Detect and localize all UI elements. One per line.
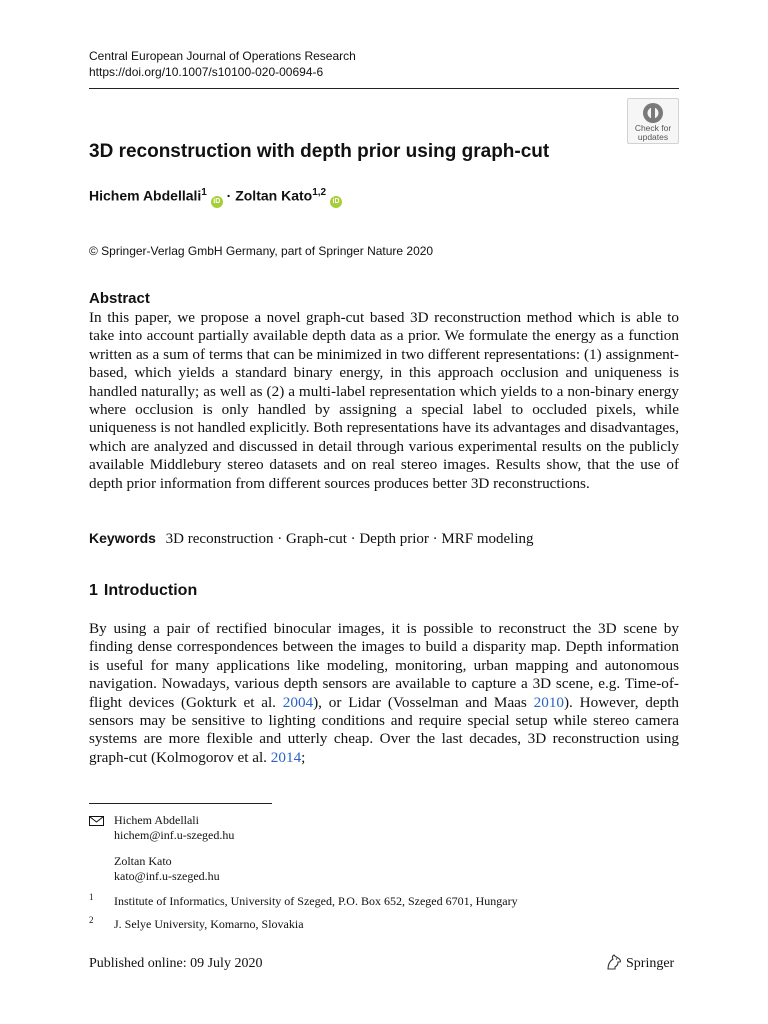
publisher-name: Springer — [626, 956, 675, 971]
section-heading-introduction — [89, 582, 197, 600]
author-list — [89, 187, 342, 208]
crossmark-icon — [641, 102, 665, 124]
author-name: Hichem Abdellali — [89, 187, 202, 204]
orcid-icon[interactable]: iD — [211, 196, 223, 208]
header-divider — [89, 88, 679, 89]
envelope-icon — [89, 816, 104, 826]
affiliation-text: J. Selye University, Komarno, Slovakia — [114, 917, 304, 931]
author-separator: · — [226, 187, 232, 204]
copyright-notice: © Springer-Verlag GmbH Germany, part of Springer Nature 2020 — [89, 244, 434, 258]
doi-link[interactable]: https://doi.org/10.1007/s10100-020-00694-6 — [89, 65, 324, 79]
citation-link[interactable]: 2010 — [533, 693, 564, 711]
text-run: ; — [301, 748, 306, 766]
author-affiliation-sup: 1,2 — [312, 187, 327, 198]
section-title: Introduction — [103, 582, 198, 599]
keywords-label: Keywords — [89, 530, 156, 546]
abstract-heading: Abstract — [89, 290, 150, 307]
crossmark-label: Check for updates — [634, 123, 672, 142]
contact-email[interactable]: kato@inf.u-szeged.hu — [114, 869, 220, 883]
crossmark-badge[interactable] — [627, 98, 679, 144]
affiliation-number: 2 — [89, 915, 94, 925]
springer-horse-icon — [605, 954, 623, 970]
citation-link[interactable]: 2014 — [270, 748, 302, 766]
published-date: Published online: 09 July 2020 — [89, 956, 263, 971]
correspondence-block — [114, 813, 234, 884]
author-affiliation-sup: 1 — [201, 187, 207, 198]
affiliation-number: 1 — [89, 892, 94, 902]
author-name: Zoltan Kato — [235, 187, 313, 204]
journal-name: Central European Journal of Operations Research — [89, 49, 356, 63]
contact-name: Zoltan Kato — [114, 854, 172, 868]
affiliation-text: Institute of Informatics, University of Szeged, P.O. Box 652, Szeged 6701, Hungary — [114, 894, 518, 908]
orcid-icon[interactable]: iD — [330, 196, 342, 208]
abstract-text: In this paper, we propose a novel graph-cut based 3D reconstruction method which is able to take into account partially available depth data as a prior. We formulate the energy as a function written as a sum of terms that can be minimized in two different representations: (1) assignment-based, which yields a standard binary energy, in this approach occlusion and uniqueness is handled naturally; as well as (2) a multi-label representation which yields to a non-binary energy where occlusion is only handled by assigning a special label to occluded pixels, while uniqueness is not handled explicitly. Both representations have its advantages and disadvantages, which are analyzed and discussed in detail through various experimental results on the publicly available Middlebury stereo datasets and on real stereo images. Results show, that the use of depth prior information from different sources produces better 3D reconstructions. — [89, 309, 679, 492]
journal-header — [89, 48, 356, 80]
contact-name: Hichem Abdellali — [114, 813, 199, 827]
paper-title: 3D reconstruction with depth prior using graph-cut — [89, 141, 550, 162]
citation-link[interactable]: 2004 — [282, 693, 314, 711]
text-run: By using a pair of rectified binocular images, it is possible to reconstruct the 3D scene by finding dense correspondences between the images to build a disparity map. Depth information is useful for many applications like modeling, monitoring, urban mapping and autonomous navigation. Nowadays, various depth sensors are available to capture a 3D scene, e.g. Time-of-flight devices (Gokturk et al. — [89, 620, 679, 711]
keywords-line — [89, 530, 534, 548]
text-run: ). However, depth sensors may be sensitive to lighting conditions and require special setup while stereo camera systems are more flexible and utterly cheap. Over the last decades, 3D reconstruction using graph-cut (Kolmogorov et al. — [89, 693, 680, 766]
keywords-text: 3D reconstruction · Graph-cut · Depth prior · MRF modeling — [165, 531, 534, 547]
footnote-divider — [89, 803, 272, 804]
text-run: ), or Lidar (Vosselman and Maas — [313, 693, 534, 711]
introduction-paragraph — [89, 620, 679, 767]
publisher-logo — [605, 954, 674, 972]
section-number: 1 — [89, 582, 98, 599]
contact-email[interactable]: hichem@inf.u-szeged.hu — [114, 828, 235, 842]
